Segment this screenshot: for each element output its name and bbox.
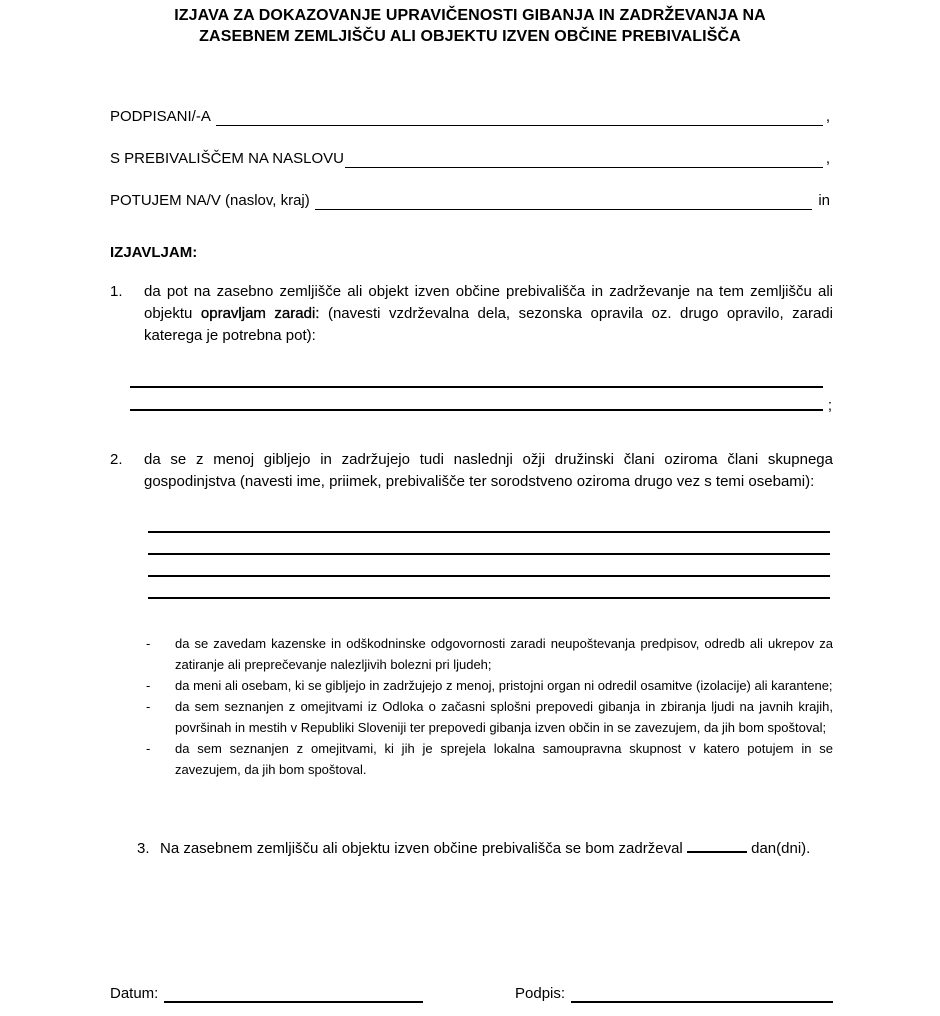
field-row-signee	[110, 106, 830, 126]
signature-field-row	[515, 983, 833, 1003]
item-2-answer-lines	[148, 511, 830, 599]
item-1-text-emphasis: opravljam zaradi:	[200, 305, 320, 322]
sub-point-text: da meni ali osebam, ki se gibljejo in zadržujejo z menoj, pristojni organ ni odredil osamitve (izolacije) ali karantene;	[175, 678, 833, 693]
dash-marker: -	[146, 678, 151, 693]
item-1-answer-lines	[130, 365, 832, 414]
answer-line	[130, 365, 823, 388]
days-blank-line	[687, 838, 747, 853]
document-title-line1: IZJAVA ZA DOKAZOVANJE UPRAVIČENOSTI GIBANJA IN ZADRŽEVANJA NA	[174, 7, 766, 24]
answer-line	[148, 533, 830, 555]
item-3-number: 3.	[137, 840, 150, 857]
date-blank-line	[164, 981, 423, 1003]
item-3-text	[160, 838, 833, 860]
destination-suffix: in	[818, 192, 830, 209]
sub-point	[146, 696, 833, 738]
item-1-number: 1.	[110, 283, 123, 300]
answer-line	[148, 511, 830, 533]
destination-blank-line	[315, 189, 813, 210]
signature-blank-line	[571, 981, 833, 1003]
sub-point	[146, 675, 833, 696]
sub-point-text: da sem seznanjen z omejitvami iz Odloka o začasni splošni prepovedi gibanja in zbiranja ljudi na javnih krajih, površinah in mestih v Republiki Sloveniji ter prepovedi gibanja izven občin in se zavezujem, da jih bom spoštoval;	[175, 699, 833, 735]
sub-points-list	[146, 633, 833, 780]
dash-marker: -	[146, 636, 151, 651]
sub-point-text: da se zavedam kazenske in odškodninske odgovornosti zaradi neupoštevanja predpisov, odredb ali ukrepov za zatiranje ali preprečevanje nalezljivih bolezni pri ljudeh;	[175, 636, 833, 672]
item-1-text-post: (navesti vzdrževalna dela, sezonska opravila oz. drugo opravilo, zaradi katerega je potrebna pot):	[144, 305, 833, 344]
item-3-text-post: dan(dni).	[751, 840, 811, 857]
dash-marker: -	[146, 699, 151, 714]
destination-label: POTUJEM NA/V (naslov, kraj)	[110, 192, 310, 209]
sub-point	[146, 738, 833, 780]
item-2-number: 2.	[110, 451, 123, 468]
item-1-terminator: ;	[827, 397, 832, 414]
residence-label: S PREBIVALIŠČEM NA NASLOVU	[110, 150, 344, 167]
field-row-destination	[110, 190, 830, 210]
sub-point	[146, 633, 833, 675]
item-1-text	[144, 281, 833, 347]
residence-suffix: ,	[825, 150, 830, 167]
date-field-row	[110, 983, 423, 1003]
sub-point-text: da sem seznanjen z omejitvami, ki jih je sprejela lokalna samoupravna skupnost v katero potujem in se zavezujem, da jih bom spoštoval.	[175, 741, 833, 777]
signee-blank-line	[216, 105, 823, 126]
answer-line	[148, 555, 830, 577]
field-row-residence	[110, 148, 830, 168]
answer-line	[130, 388, 823, 411]
declaration-item-3	[137, 838, 833, 860]
document-title-line2: ZASEBNEM ZEMLJIŠČU ALI OBJEKTU IZVEN OBČINE PREBIVALIŠČA	[199, 28, 741, 45]
residence-blank-line	[345, 147, 823, 168]
answer-line	[148, 577, 830, 599]
dash-marker: -	[146, 741, 151, 756]
date-label: Datum:	[110, 985, 159, 1002]
declaration-item-2	[110, 449, 833, 493]
item-1-text-pre: da pot na zasebno zemljišče ali objekt izven občine prebivališča in zadrževanje na tem zemljišču ali objektu	[144, 283, 833, 322]
item-2-text: da se z menoj gibljejo in zadržujejo tudi naslednji ožji družinski člani oziroma člani skupnega gospodinjstva (navesti ime, priimek, prebivališče ter sorodstveno oziroma drugo vez s temi osebami):	[144, 451, 833, 490]
signature-label: Podpis:	[515, 985, 566, 1002]
signee-suffix: ,	[825, 108, 830, 125]
declaration-heading: IZJAVLJAM:	[110, 244, 198, 261]
document-title	[0, 5, 940, 47]
signee-label: PODPISANI/-A	[110, 108, 211, 125]
declaration-item-1	[110, 281, 833, 347]
item-3-text-pre: Na zasebnem zemljišču ali objektu izven občine prebivališča se bom zadrževal	[160, 840, 683, 857]
